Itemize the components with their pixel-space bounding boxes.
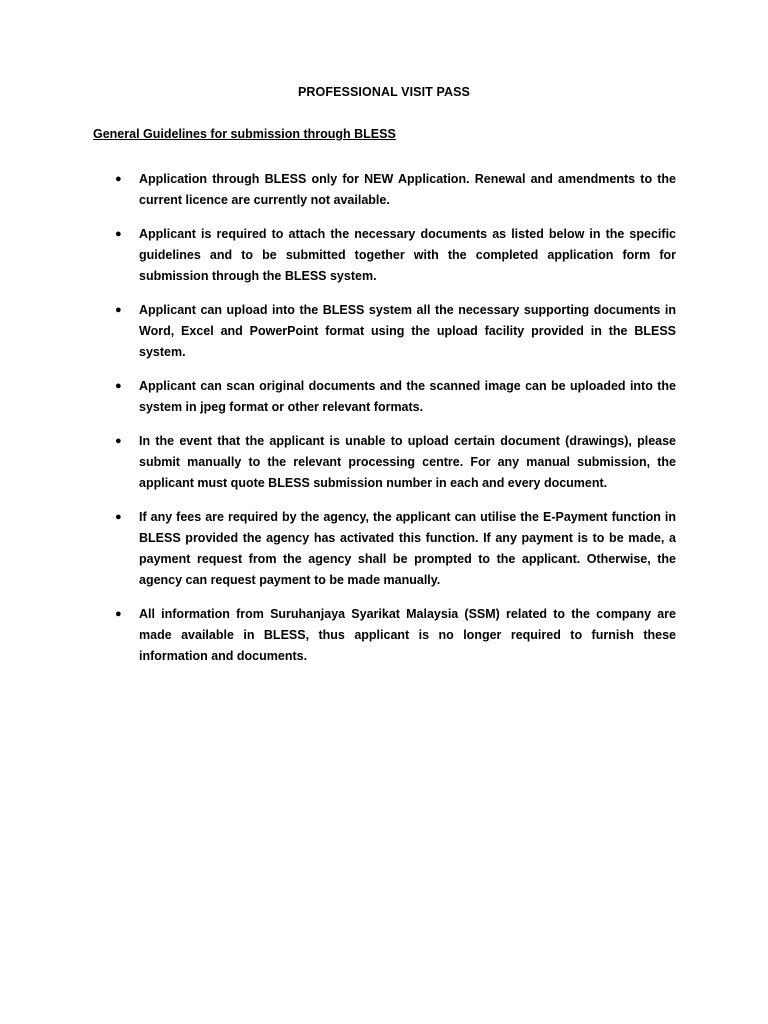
list-item xyxy=(0,169,768,211)
list-item-text: Applicant is required to attach the necessary documents as listed below in the specific guidelines and to be submitted together with the completed application form for submission through the BLESS system. xyxy=(139,227,676,283)
bullet-icon: ● xyxy=(115,380,122,392)
bullet-icon: ● xyxy=(115,511,122,523)
list-item-text: All information from Suruhanjaya Syarikat Malaysia (SSM) related to the company are made available in BLESS, thus applicant is no longer required to furnish these information and documents. xyxy=(139,607,676,663)
list-item xyxy=(0,507,768,591)
list-item xyxy=(0,431,768,494)
list-item xyxy=(0,604,768,667)
guideline-list xyxy=(0,169,768,680)
bullet-icon: ● xyxy=(115,228,122,240)
section-heading: General Guidelines for submission through BLESS xyxy=(93,127,396,141)
list-item-text: Applicant can scan original documents and the scanned image can be uploaded into the system in jpeg format or other relevant formats. xyxy=(139,379,676,414)
bullet-icon: ● xyxy=(115,608,122,620)
list-item xyxy=(0,300,768,363)
list-item-text: In the event that the applicant is unable to upload certain document (drawings), please submit manually to the relevant processing centre. For any manual submission, the applicant must quote BLESS submission number in each and every document. xyxy=(139,434,676,490)
document-title: PROFESSIONAL VISIT PASS xyxy=(297,85,470,99)
list-item xyxy=(0,224,768,287)
list-item-text: Applicant can upload into the BLESS system all the necessary supporting documents in Word, Excel and PowerPoint format using the upload facility provided in the BLESS system. xyxy=(139,303,676,359)
list-item xyxy=(0,376,768,418)
bullet-icon: ● xyxy=(115,173,122,185)
list-item-text: If any fees are required by the agency, the applicant can utilise the E-Payment function in BLESS provided the agency has activated this function. If any payment is to be made, a payment request from the agency shall be prompted to the applicant. Otherwise, the agency can request payment to be made manually. xyxy=(139,510,676,587)
list-item-text: Application through BLESS only for NEW Application. Renewal and amendments to the current licence are currently not available. xyxy=(139,172,676,207)
bullet-icon: ● xyxy=(115,435,122,447)
bullet-icon: ● xyxy=(115,304,122,316)
